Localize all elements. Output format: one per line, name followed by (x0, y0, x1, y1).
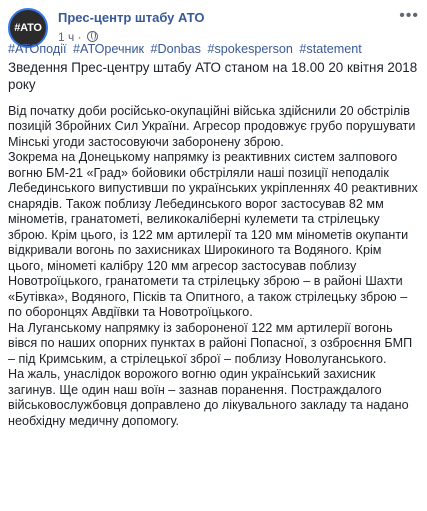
hashtag-link[interactable]: #Donbas (150, 42, 201, 56)
globe-icon (87, 31, 98, 42)
post-paragraph: На жаль, унаслідок ворожого вогню один український захисник загинув. Ще один наш воїн – зазнав поранення. Постраждалого військовослужбовця доправлено до лікувального закладу та надано необхідну медичну допомогу. (8, 367, 409, 428)
post-timestamp[interactable]: 1 ч (58, 30, 75, 44)
ellipsis-icon[interactable]: ••• (399, 7, 419, 24)
hashtag-link[interactable]: #АТОречник (73, 42, 145, 56)
hashtag-link[interactable]: #spokesperson (207, 42, 293, 56)
post-paragraph: Від початку доби російсько-окупаційні війська здійснили 20 обстрілів позицій Збройних Сил України. Агресор продовжує грубо порушувати Мінські угоди застосовуючи заборонену зброю. (8, 103, 416, 149)
hashtag-list (8, 42, 420, 58)
post-meta: 1 ч · (58, 30, 98, 44)
post-title: Зведення Прес-центру штабу АТО станом на 18.00 20 квітня 2018 року (8, 59, 418, 92)
post-paragraph: На Луганському напрямку із забороненої 122 мм артилерії вогонь вівся по наших опорних пунктах в районі Попасної, з озброєння БМП – під Кримським, а стрілецької зброї – поблизу Новолуганського. (8, 320, 413, 366)
hashtag-link[interactable]: #АТОподії (8, 42, 67, 56)
hashtag-link[interactable]: #statement (299, 42, 362, 56)
post-paragraph: Зокрема на Донецькому напрямку із реактивних систем залпового вогню БМ-21 «Град» бойовики обстріляли наші позиції неподалік Лебединського випустивши по українських укріпленнях 40 реактивних снарядів. Також поблизу Лебединського ворог застосував 82 мм мінометів, гранатометі, великокаліберні кулемети та стрілецьку зброю. Крім цього, із 122 мм артилерії та 120 мм мінометів окупанти відкривали вогонь по захисниках Широкиного та Водяного. Крім цього, мінометі калібру 120 мм агресор застосував поблизу Новотроїцького, гранатомети та стрілецьку зброю – в районі Шахти «Бутівка», Водяного, Пісків та Опитного, а також стрілецьку зброю – по оборонцях Авдіївки та Новотроїцького. (8, 150, 418, 319)
page-name-link[interactable]: Прес-центр штабу АТО (58, 10, 205, 25)
post-body (8, 42, 420, 429)
avatar-logo-text: #ATO (14, 22, 42, 34)
